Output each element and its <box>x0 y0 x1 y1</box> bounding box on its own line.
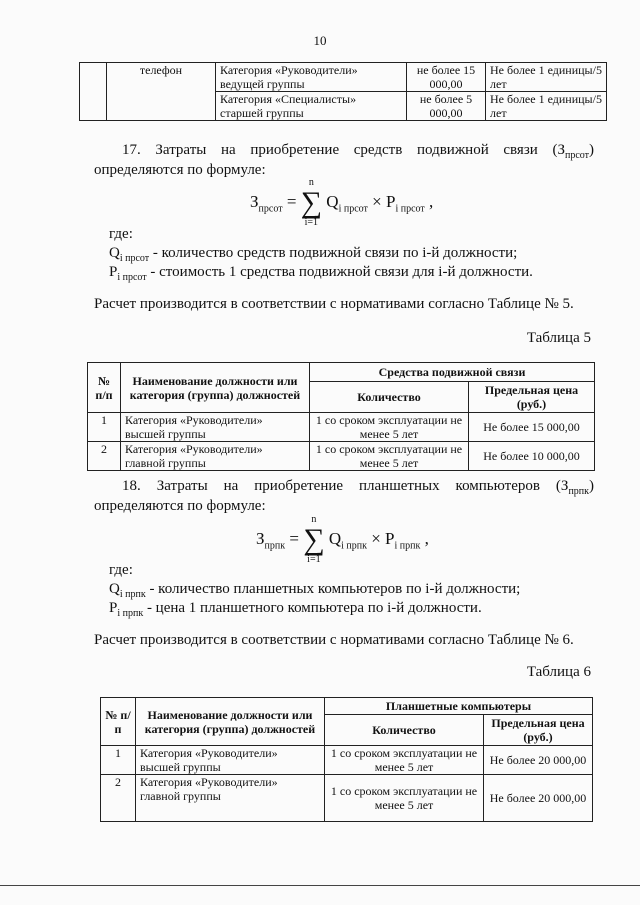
definition-q: $Q_{i прсот}$ - количество средств подвижной связи по i-й должности; <box>109 245 518 264</box>
table-row: 2 Категория «Руководители» главной группы 1 со сроком эксплуатации не менее 5 лет Не более 10 000,00 <box>88 442 595 471</box>
table-row: 1 Категория «Руководители» высшей группы 1 со сроком эксплуатации не менее 5 лет Не более 15 000,00 <box>88 413 595 442</box>
col-qty: Количество <box>310 382 469 413</box>
table-row <box>80 63 607 92</box>
qty-cell: Не более 1 единицы/5 лет <box>486 63 607 92</box>
col-price: Предельная цена (руб.) <box>469 382 595 413</box>
item-name: телефон <box>107 63 216 121</box>
col-num: № п/п <box>88 363 121 413</box>
table5-label: Таблица 5 <box>526 330 591 346</box>
page-number: 10 <box>313 33 327 48</box>
definition-p: $P_{i прпк}$ - цена 1 планшетного компьютера по i-й должности. <box>109 600 482 619</box>
section17-intro: 17. Затраты на приобретение средств подвижной связи $(З_{прсот})$ <box>122 142 594 161</box>
table5 <box>87 362 595 471</box>
col-name: Наименование должности или категория (группа) должностей <box>136 698 325 746</box>
category-cell: Категория «Специалисты» старшей группы <box>216 92 407 121</box>
definition-q: $Q_{i прпк}$ - количество планшетных компьютеров по i-й должности; <box>109 581 521 600</box>
category-cell: Категория «Руководители» ведущей группы <box>216 63 407 92</box>
calc-note-17: Расчет производится в соответствии с нормативами согласно Таблице № 5. <box>94 296 574 312</box>
section18-intro: 18. Затраты на приобретение планшетных компьютеров $(З_{прпк})$ <box>122 478 594 497</box>
table-row: 2 Категория «Руководители» главной группы 1 со сроком эксплуатации не менее 5 лет Не более 20 000,00 <box>101 775 593 822</box>
formula-17: $З_{прсот}$ = n ∑ i=1 $Q_{i прсот} \times P_{i прсот}$ , <box>250 177 434 228</box>
col-num: № п/п <box>101 698 136 746</box>
table-row: 1 Категория «Руководители» высшей группы 1 со сроком эксплуатации не менее 5 лет Не более 20 000,00 <box>101 746 593 775</box>
top-table <box>79 62 607 121</box>
definition-p: $P_{i прсот}$ - стоимость 1 средства подвижной связи для i-й должности. <box>109 264 533 283</box>
price-cell: не более 5 000,00 <box>407 92 486 121</box>
col-group: Планшетные компьютеры <box>325 698 593 715</box>
col-price: Предельная цена (руб.) <box>484 715 593 746</box>
table6-label: Таблица 6 <box>526 664 591 680</box>
price-cell: не более 15 000,00 <box>407 63 486 92</box>
col-qty: Количество <box>325 715 484 746</box>
where-label: где: <box>109 226 133 242</box>
col-group: Средства подвижной связи <box>310 363 595 382</box>
calc-note-18: Расчет производится в соответствии с нормативами согласно Таблице № 6. <box>94 632 574 648</box>
where-label: где: <box>109 562 133 578</box>
page-bottom-rule <box>0 885 640 886</box>
formula-18: $З_{прпк}$ = n ∑ i=1 $Q_{i прпк} \times P_{i прпк}$ , <box>256 514 429 565</box>
col-name: Наименование должности или категория (группа) должностей <box>121 363 310 413</box>
table6 <box>100 697 593 822</box>
qty-cell: Не более 1 единицы/5 лет <box>486 92 607 121</box>
section17-line2: определяются по формуле: <box>94 162 266 178</box>
section18-line2: определяются по формуле: <box>94 498 266 514</box>
